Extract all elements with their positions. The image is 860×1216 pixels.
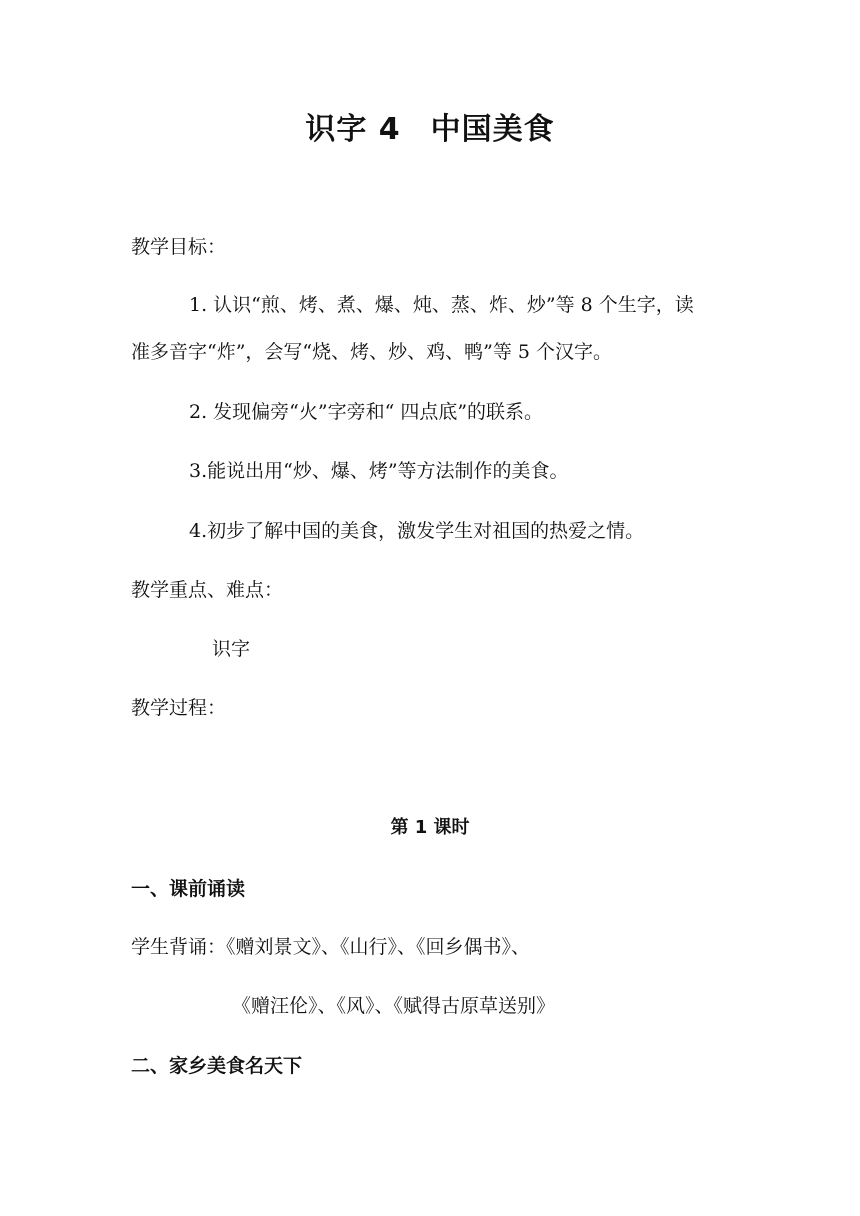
key-points-content: 识字 xyxy=(212,638,251,660)
section-1-line-2: 《赠汪伦》、《风》、《赋得古原草送别》 xyxy=(232,995,556,1017)
section-1-heading: 一、课前诵读 xyxy=(131,878,246,900)
objectives-label: 教学目标： xyxy=(131,236,227,258)
objective-1-line-2: 准多音字“炸”，会写“烧、烤、炒、鸡、鸭”等 5 个汉字。 xyxy=(131,341,613,363)
section-1-line-1: 学生背诵：《赠刘景文》、《山行》、《回乡偶书》、 xyxy=(131,936,531,958)
page-title xyxy=(0,104,860,148)
objective-4: 4.初步了解中国的美食，激发学生对祖国的热爱之情。 xyxy=(189,520,645,542)
process-label: 教学过程： xyxy=(131,697,227,719)
title-lesson-name: 中国美食 xyxy=(430,112,555,147)
objective-2: 2. 发现偏旁“火”字旁和“ 四点底”的联系。 xyxy=(189,401,544,423)
objective-1-line-1: 1. 认识“煎、烤、煮、爆、炖、蒸、炸、炒”等 8 个生字，读 xyxy=(189,294,694,316)
objective-3: 3.能说出用“炒、爆、烤”等方法制作的美食。 xyxy=(189,460,569,482)
section-2-heading: 二、家乡美食名天下 xyxy=(131,1055,303,1077)
key-points-label: 教学重点、难点： xyxy=(131,579,284,601)
title-lesson-number: 识字 4 xyxy=(305,112,401,147)
lesson-heading: 第 1 课时 xyxy=(390,817,470,838)
